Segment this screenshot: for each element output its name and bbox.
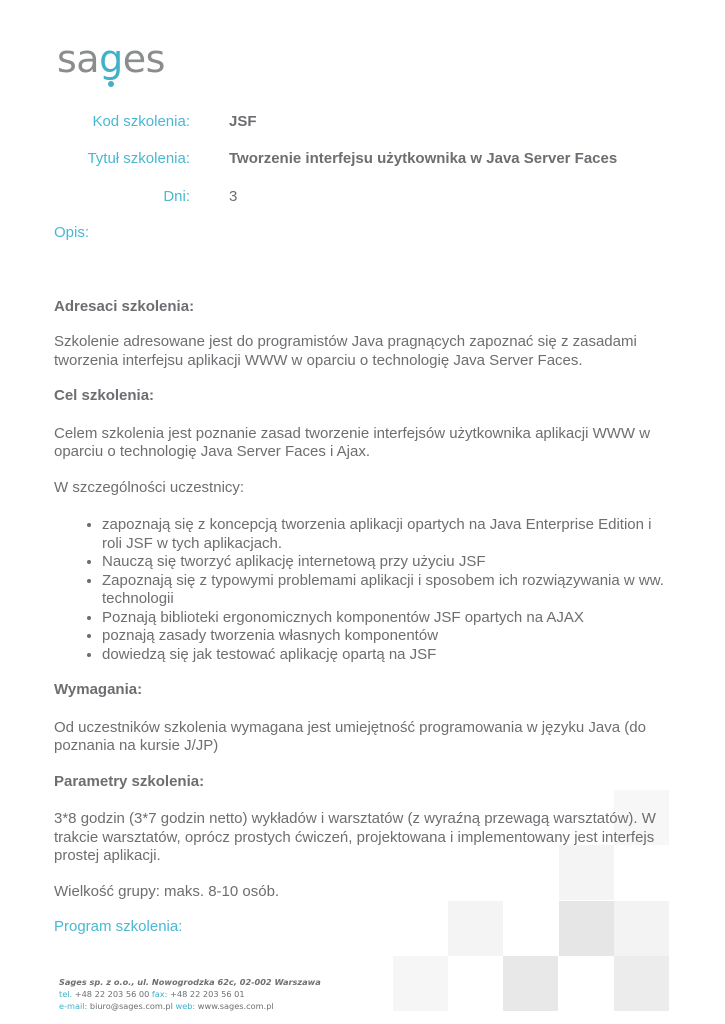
meta-row-code (0, 112, 725, 132)
footer (59, 977, 321, 1012)
list-item: • Poznają biblioteki ergonomicznych komponentów JSF opartych na AJAX (102, 609, 669, 628)
logo-text-accent (99, 37, 123, 81)
fax-label: fax: (151, 988, 168, 999)
code-label: Kod szkolenia: (92, 113, 190, 130)
uczestnicy-intro: W szczególności uczestnicy: (54, 478, 245, 496)
goals-list (54, 516, 669, 664)
footer-phone-line (59, 989, 321, 1001)
wymagania-heading: Wymagania: (54, 681, 143, 698)
list-item: • poznają zasady tworzenia własnych komponentów (102, 627, 669, 646)
program-heading: Program szkolenia: (54, 918, 183, 935)
decor-square (393, 956, 448, 1011)
cel-text: Celem szkolenia jest poznanie zasad tworzenie interfejsów użytkownika aplikacji WWW w oparciu o technologię Java Server Faces i Ajax. (54, 424, 651, 460)
email-link[interactable]: biuro@sages.com.pl (87, 1000, 176, 1011)
opis-label: Opis: (54, 224, 90, 241)
title-value: Tworzenie interfejsu użytkownika w Java Server Faces (229, 150, 618, 167)
email-label: e-mail: (59, 1000, 88, 1011)
logo-text-start: sa (57, 37, 100, 81)
wymagania-text: Od uczestników szkolenia wymagana jest umiejętność programowania w języku Java (do poznania na kursie J/JP) (54, 718, 646, 754)
decor-square (614, 956, 669, 1011)
list-item: • zapoznają się z koncepcją tworzenia aplikacji opartych na Java Enterprise Edition i roli JSF w tych aplikacjach. (102, 516, 669, 553)
tel-value: +48 22 203 56 00 (72, 988, 152, 999)
web-label: web: (175, 1000, 196, 1011)
code-value: JSF (229, 113, 257, 130)
logo-dot-icon (108, 81, 114, 87)
tel-label: tel. (59, 988, 73, 999)
cel-heading: Cel szkolenia: (54, 387, 155, 404)
web-link[interactable]: www.sages.com.pl (195, 1000, 274, 1011)
title-label: Tytuł szkolenia: (87, 150, 190, 167)
days-label: Dni: (163, 188, 190, 205)
parametry-text: 3*8 godzin (3*7 godzin netto) wykładów i warsztatów (z wyraźną przewagą warsztatów). W trakcie warsztatów, oprócz prostych ćwiczeń, projektowana i implementowany jest interfejs prostej aplikacji. (54, 810, 656, 864)
days-value: 3 (229, 188, 238, 205)
parametry-heading: Parametry szkolenia: (54, 772, 205, 790)
document-body (54, 224, 669, 937)
grupa-text: Wielkość grupy: maks. 8-10 osób. (54, 882, 280, 900)
adresaci-heading: Adresaci szkolenia: (54, 297, 195, 315)
logo-text-end: es (122, 37, 165, 81)
list-item: • Zapoznają się z typowymi problemami aplikacji i sposobem ich rozwiązywania w ww. technologii (102, 572, 669, 609)
sages-logo (57, 36, 165, 82)
logo-accent-letter: g (99, 37, 123, 81)
meta-row-title (0, 149, 725, 169)
footer-company: Sages sp. z o.o., ul. Nowogrodzka 62c, 02-002 Warszawa (59, 977, 321, 987)
adresaci-text: Szkolenie adresowane jest do programistów Java pragnących zapoznać się z zasadami tworzenia interfejsu aplikacji WWW w oparciu o technologię Java Server Faces. (54, 333, 637, 369)
list-item: • dowiedzą się jak testować aplikację opartą na JSF (102, 646, 669, 665)
fax-value: +48 22 203 56 01 (167, 988, 245, 999)
footer-contact-line (59, 1001, 321, 1013)
list-item: • Nauczą się tworzyć aplikację internetową przy użyciu JSF (102, 553, 669, 572)
decor-square (503, 956, 558, 1011)
meta-row-days (0, 187, 725, 207)
